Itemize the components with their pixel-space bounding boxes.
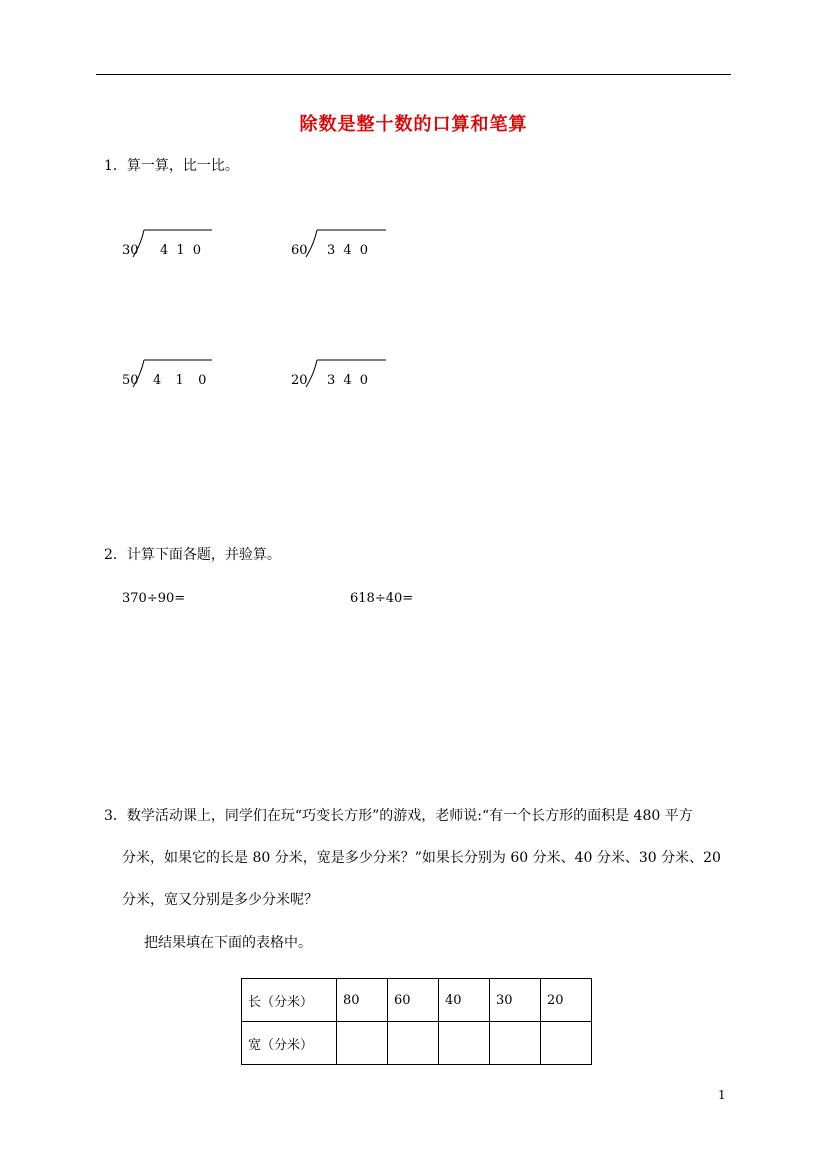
- question-2-number: 2．: [104, 547, 127, 563]
- dividend-4: 3 4 0: [327, 373, 371, 388]
- width-cell: [337, 1022, 388, 1065]
- question-1-number: 1．: [104, 158, 127, 174]
- row-label-width: 宽（分米）: [242, 1022, 337, 1065]
- question-2: [104, 545, 281, 565]
- length-cell: 30: [490, 979, 541, 1022]
- divisor-3: 50: [122, 373, 139, 388]
- long-division-2: [291, 228, 391, 262]
- table-row-width: [242, 1022, 592, 1065]
- question-3-instruction: 把结果填在下面的表格中。: [144, 935, 312, 951]
- width-cell: [541, 1022, 592, 1065]
- question-3-number: 3．: [104, 808, 127, 824]
- long-division-3: [122, 358, 222, 392]
- divisor-1: 30: [122, 243, 139, 258]
- long-division-1: [122, 228, 222, 262]
- expression-2: 618÷40=: [350, 591, 414, 606]
- divisor-2: 60: [291, 243, 308, 258]
- question-1-text: 算一算，比一比。: [126, 158, 239, 174]
- question-3-line-1: [104, 806, 693, 826]
- question-3-line-2: 分米，如果它的长是 80 分米，宽是多少分米？”如果长分别为 60 分米、40 分米、30 分米、20: [122, 850, 721, 866]
- length-cell: 20: [541, 979, 592, 1022]
- width-cell: [388, 1022, 439, 1065]
- question-2-text: 计算下面各题，并验算。: [126, 547, 281, 563]
- question-3-text-1: 数学活动课上，同学们在玩“巧变长方形”的游戏，老师说:“有一个长方形的面积是 480 平方: [126, 808, 693, 824]
- dividend-3: 4 1 0: [153, 373, 209, 388]
- divisor-4: 20: [291, 373, 308, 388]
- page-number: 1: [718, 1088, 726, 1102]
- expression-1: 370÷90=: [122, 591, 186, 606]
- width-cell: [439, 1022, 490, 1065]
- length-cell: 80: [337, 979, 388, 1022]
- question-3-line-3: 分米，宽又分别是多少分米呢？: [122, 892, 318, 908]
- results-table: [241, 978, 592, 1065]
- long-division-4: [291, 358, 391, 392]
- length-cell: 60: [388, 979, 439, 1022]
- row-label-length: 长（分米）: [242, 979, 337, 1022]
- table-row-length: [242, 979, 592, 1022]
- page-title: 除数是整十数的口算和笔算: [299, 114, 528, 135]
- dividend-1: 4 1 0: [160, 243, 204, 258]
- dividend-2: 3 4 0: [327, 243, 371, 258]
- header-rule: [96, 74, 731, 75]
- question-1: [104, 156, 239, 176]
- width-cell: [490, 1022, 541, 1065]
- length-cell: 40: [439, 979, 490, 1022]
